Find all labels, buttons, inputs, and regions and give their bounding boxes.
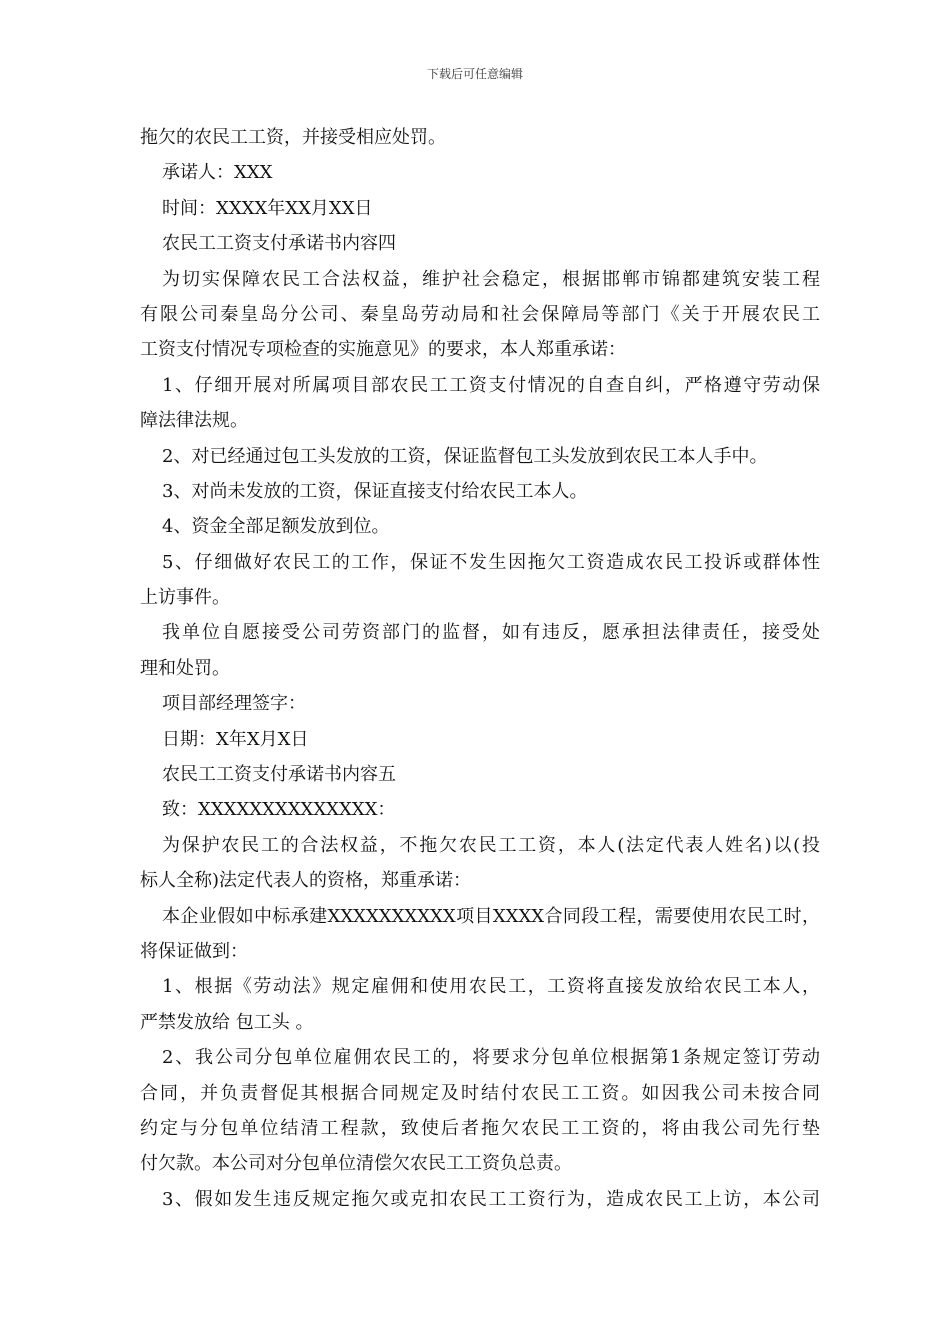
text-line: 拖欠的农民工工资，并接受相应处罚。 bbox=[140, 127, 446, 148]
text-line: 合同，并负责督促其根据合同规定及时结付农民工工资。如因我公司未按合同 bbox=[140, 1082, 820, 1104]
text-line: 为保护农民工的合法权益，不拖欠农民工工资，本人(法定代表人姓名)以(投 bbox=[162, 834, 820, 856]
text-line: 5、仔细做好农民工的工作，保证不发生因拖欠工资造成农民工投诉或群体性 bbox=[162, 551, 820, 573]
text-line: 3、对尚未发放的工资，保证直接支付给农民工本人。 bbox=[162, 480, 588, 502]
text-line: 2、我公司分包单位雇佣农民工的，将要求分包单位根据第1条规定签订劳动 bbox=[162, 1047, 820, 1069]
text-line: 项目部经理签字： bbox=[162, 693, 306, 715]
text-line: 致：XXXXXXXXXXXXXX： bbox=[162, 799, 396, 821]
text-line: 4、资金全部足额发放到位。 bbox=[162, 516, 390, 538]
text-line: 3、假如发生违反规定拖欠或克扣农民工工资行为，造成农民工上访，本公司 bbox=[162, 1188, 820, 1210]
text-line: 理和处罚。 bbox=[140, 657, 230, 679]
text-line: 为切实保障农民工合法权益，维护社会稳定，根据邯郸市锦都建筑安装工程 bbox=[162, 268, 820, 290]
text-line: 障法律法规。 bbox=[140, 410, 248, 432]
text-line: 2、对已经通过包工头发放的工资，保证监督包工头发放到农民工本人手中。 bbox=[162, 445, 768, 467]
text-line: 本企业假如中标承建XXXXXXXXXX项目XXXX合同段工程，需要使用农民工时， bbox=[162, 905, 820, 927]
text-line: 1、仔细开展对所属项目部农民工工资支付情况的自查自纠，严格遵守劳动保 bbox=[162, 374, 820, 396]
text-line: 农民工工资支付承诺书内容五 bbox=[162, 764, 396, 786]
text-line: 农民工工资支付承诺书内容四 bbox=[162, 233, 396, 255]
text-line: 时间：XXXX年XX月XX日 bbox=[162, 197, 373, 219]
text-line: 我单位自愿接受公司劳资部门的监督，如有违反，愿承担法律责任，接受处 bbox=[162, 622, 820, 644]
text-line: 标人全称)法定代表人的资格，郑重承诺： bbox=[140, 870, 472, 892]
text-line: 承诺人：XXX bbox=[162, 162, 273, 184]
text-line: 1、根据《劳动法》规定雇佣和使用农民工，工资将直接发放给农民工本人， bbox=[162, 976, 820, 998]
text-line: 付欠款。本公司对分包单位清偿欠农民工工资负总责。 bbox=[140, 1153, 572, 1175]
text-line: 约定与分包单位结清工程款，致使后者拖欠农民工工资的，将由我公司先行垫 bbox=[140, 1117, 820, 1139]
text-line: 工资支付情况专项检查的实施意见》的要求，本人郑重承诺： bbox=[140, 339, 626, 361]
text-line: 上访事件。 bbox=[140, 587, 230, 609]
document-body bbox=[140, 120, 820, 1217]
page-header: 下载后可任意编辑 bbox=[426, 67, 523, 81]
text-line: 日期：X年X月X日 bbox=[162, 728, 309, 750]
text-line: 将保证做到： bbox=[140, 940, 248, 962]
text-line: 有限公司秦皇岛分公司、秦皇岛劳动局和社会保障局等部门《关于开展农民工 bbox=[140, 303, 820, 325]
text-line: 严禁发放给 包工头 。 bbox=[140, 1011, 314, 1033]
